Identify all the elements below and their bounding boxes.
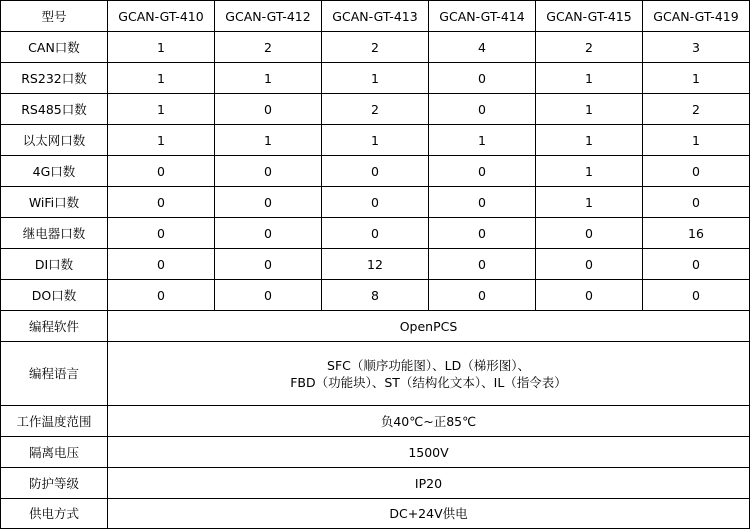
- table-cell: 0: [215, 218, 322, 249]
- table-cell: 0: [536, 218, 643, 249]
- row-label: RS485口数: [1, 94, 108, 125]
- table-cell: 2: [536, 32, 643, 63]
- row-label: 继电器口数: [1, 218, 108, 249]
- table-cell: 0: [643, 156, 750, 187]
- table-row: [1, 156, 750, 187]
- table-cell: 0: [215, 249, 322, 280]
- table-cell: 1: [643, 125, 750, 156]
- row-label: 编程语言: [1, 342, 108, 406]
- shared-value-cell: [108, 342, 750, 406]
- header-label-cell: 型号: [1, 1, 108, 32]
- table-cell: 0: [429, 280, 536, 311]
- header-row: [1, 1, 750, 32]
- table-cell: 2: [215, 32, 322, 63]
- row-label: 4G口数: [1, 156, 108, 187]
- table-cell: 16: [643, 218, 750, 249]
- table-cell: 0: [536, 249, 643, 280]
- shared-value-cell: 1500V: [108, 437, 750, 468]
- table-row: [1, 63, 750, 94]
- model-header-cell: GCAN-GT-414: [429, 1, 536, 32]
- row-label: 供电方式: [1, 499, 108, 529]
- row-label: 工作温度范围: [1, 406, 108, 437]
- table-cell: 0: [215, 94, 322, 125]
- table-cell: 0: [429, 156, 536, 187]
- table-cell: 0: [108, 280, 215, 311]
- row-label: 隔离电压: [1, 437, 108, 468]
- table-cell: 0: [429, 218, 536, 249]
- model-header-cell: GCAN-GT-419: [643, 1, 750, 32]
- table-cell: 0: [215, 280, 322, 311]
- table-cell: 1: [536, 125, 643, 156]
- shared-row: [1, 311, 750, 342]
- shared-row: [1, 499, 750, 529]
- table-cell: 0: [215, 187, 322, 218]
- table-cell: 12: [322, 249, 429, 280]
- shared-row: [1, 342, 750, 406]
- table-cell: 1: [322, 63, 429, 94]
- shared-value-cell: OpenPCS: [108, 311, 750, 342]
- table-cell: 0: [108, 218, 215, 249]
- row-label: 防护等级: [1, 468, 108, 499]
- table-cell: 1: [322, 125, 429, 156]
- table-cell: 2: [322, 32, 429, 63]
- model-header-cell: GCAN-GT-412: [215, 1, 322, 32]
- table-cell: 1: [429, 125, 536, 156]
- table-cell: 1: [215, 125, 322, 156]
- table-row: [1, 94, 750, 125]
- table-cell: 2: [322, 94, 429, 125]
- table-cell: 1: [108, 94, 215, 125]
- table-cell: 0: [108, 187, 215, 218]
- table-cell: 0: [429, 249, 536, 280]
- table-cell: 3: [643, 32, 750, 63]
- table-cell: 1: [536, 94, 643, 125]
- table-cell: 8: [322, 280, 429, 311]
- table-row: [1, 125, 750, 156]
- shared-value-cell: 负40℃~正85℃: [108, 406, 750, 437]
- table-cell: 1: [108, 125, 215, 156]
- row-label: RS232口数: [1, 63, 108, 94]
- shared-row: [1, 437, 750, 468]
- table-cell: 1: [215, 63, 322, 94]
- row-label: DO口数: [1, 280, 108, 311]
- row-label: 编程软件: [1, 311, 108, 342]
- model-header-cell: GCAN-GT-415: [536, 1, 643, 32]
- row-label: WiFi口数: [1, 187, 108, 218]
- table-cell: 0: [643, 280, 750, 311]
- table-cell: 0: [108, 156, 215, 187]
- table-cell: 2: [643, 94, 750, 125]
- table-cell: 4: [429, 32, 536, 63]
- model-header-cell: GCAN-GT-410: [108, 1, 215, 32]
- shared-value-cell: IP20: [108, 468, 750, 499]
- table-cell: 1: [108, 63, 215, 94]
- table-cell: 0: [322, 218, 429, 249]
- table-cell: 0: [215, 156, 322, 187]
- table-row: [1, 280, 750, 311]
- shared-value-cell: DC+24V供电: [108, 499, 750, 529]
- table-cell: 1: [536, 63, 643, 94]
- programming-languages-line-1: SFC（顺序功能图）、LD（梯形图）、: [327, 357, 530, 373]
- table-cell: 1: [536, 187, 643, 218]
- table-cell: 0: [429, 94, 536, 125]
- table-row: [1, 249, 750, 280]
- table-cell: 0: [643, 187, 750, 218]
- table-cell: 0: [536, 280, 643, 311]
- table-row: [1, 187, 750, 218]
- table-cell: 1: [536, 156, 643, 187]
- table-cell: 0: [643, 249, 750, 280]
- shared-row: [1, 468, 750, 499]
- table-cell: 0: [429, 63, 536, 94]
- programming-languages-line-2: FBD（功能块）、ST（结构化文本）、IL（指令表）: [290, 374, 567, 390]
- table-row: [1, 218, 750, 249]
- table-cell: 0: [322, 187, 429, 218]
- row-label: DI口数: [1, 249, 108, 280]
- table-cell: 0: [322, 156, 429, 187]
- shared-row: [1, 406, 750, 437]
- model-header-cell: GCAN-GT-413: [322, 1, 429, 32]
- table-cell: 1: [643, 63, 750, 94]
- row-label: CAN口数: [1, 32, 108, 63]
- table-cell: 1: [108, 32, 215, 63]
- table-cell: 0: [429, 187, 536, 218]
- table-cell: 0: [108, 249, 215, 280]
- table-row: [1, 32, 750, 63]
- row-label: 以太网口数: [1, 125, 108, 156]
